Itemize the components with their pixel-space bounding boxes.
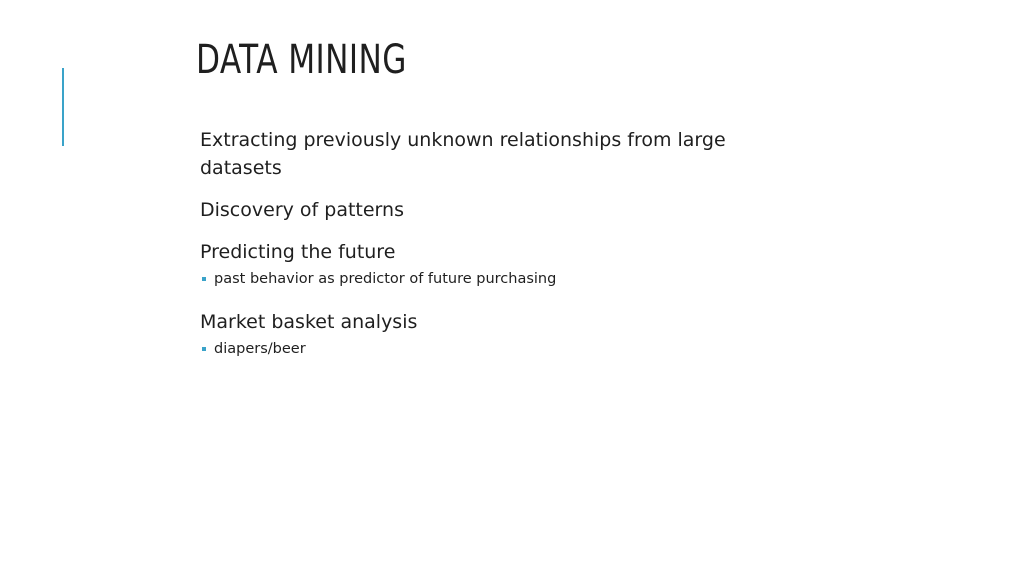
square-bullet-icon [202, 347, 206, 351]
title-accent-bar [62, 68, 64, 146]
sub-bullet-text: diapers/beer [214, 341, 306, 357]
bullet-item: Predicting the future [200, 241, 396, 263]
slide-title: DATA MINING [196, 37, 407, 83]
sub-bullet-item [200, 338, 780, 360]
bullet-item: Market basket analysis [200, 311, 418, 333]
slide-content [200, 126, 780, 360]
bullet-item: Extracting previously unknown relationships from large datasets [200, 129, 726, 179]
sub-bullet-item [200, 268, 780, 290]
bullet-item: Discovery of patterns [200, 199, 404, 221]
square-bullet-icon [202, 277, 206, 281]
sub-bullet-text: past behavior as predictor of future purchasing [214, 271, 557, 287]
